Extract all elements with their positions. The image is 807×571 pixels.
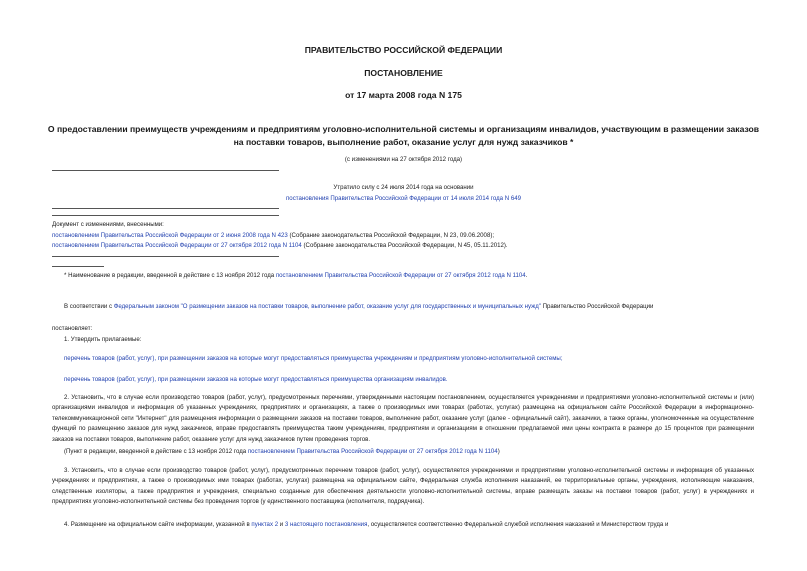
paragraph-4-link-1[interactable]: пунктах 2 <box>251 521 279 528</box>
paragraph-2-note: (Пункт в редакции, введенной в действие с 13 ноября 2012 года постановлением Правительства Российской Федерации от 27 октября 2012 года N 1104) <box>64 448 500 455</box>
footnote-divider <box>52 266 104 267</box>
changes-item-2: постановлением Правительства Российской Федерации от 27 октября 2012 года N 1104 (Собрание законодательства Российской Федерации, N 45, 05.11.2012). <box>52 242 508 249</box>
list-item-disabled-orgs[interactable]: перечень товаров (работ, услуг), при размещении заказов на которые могут предоставляться преимущества организациям инвалидов. <box>64 376 448 383</box>
footnote-link[interactable]: постановлением Правительства Российской Федерации от 27 октября 2012 года N 1104 <box>275 272 526 279</box>
org-title: ПРАВИТЕЛЬСТВО РОССИЙСКОЙ ФЕДЕРАЦИИ <box>304 45 503 55</box>
divider <box>52 170 279 171</box>
paragraph-2-note-link[interactable]: постановлением Правительства Российской Федерации от 27 октября 2012 года N 1104 <box>247 448 498 455</box>
changes-item-1: постановлением Правительства Российской Федерации от 2 июня 2008 года N 423 (Собрание законодательства Российской Федерации, N 23, 09.06.2008); <box>52 232 495 239</box>
divider <box>52 208 279 209</box>
federal-law-link[interactable]: Федеральным законом "О размещении заказов на поставки товаров, выполнение работ, оказание услуг для государственных и муниципальных нужд" <box>113 303 541 310</box>
list-item-penal-system[interactable]: перечень товаров (работ, услуг), при размещении заказов на которые могут предоставляться преимущества учреждениям и предприятиям уголовно-исполнительной системы; <box>64 355 563 362</box>
intro-paragraph: В соответствии с Федеральным законом "О размещении заказов на поставки товаров, выполнение работ, оказание услуг для государственных и муниципальных нужд" Правительство Российской Федерации <box>64 303 654 310</box>
paragraph-4-link-2[interactable]: 3 настоящего постановления <box>284 521 368 528</box>
changes-item-2-link[interactable]: постановлением Правительства Российской Федерации от 27 октября 2012 года N 1104 <box>52 242 302 249</box>
divider <box>52 256 279 257</box>
divider <box>52 215 279 216</box>
changes-item-1-link[interactable]: постановлением Правительства Российской Федерации от 2 июня 2008 года N 423 <box>52 232 288 239</box>
doc-date-number: от 17 марта 2008 года N 175 <box>345 90 462 100</box>
paragraph-3: 3. Установить, что в случае если производство товаров (работ, услуг), предусмотренных перечнем товаров (работ, услуг), осуществляется учреждениями и предприятиями уголовно-исполнительной системы и информация об указанных учреждениях и предприятиях, а также о производимых ими товарах (работах, услугах) размещена на официальном сайте, Федеральная служба исполнения наказаний, ее территориальные органы, учреждения, исполняющие наказания, следственные изоляторы, а также предприятия и учреждения, специально созданные для обеспечения деятельности уголовно-исполнительной системы, вправе размещать заказы на поставки товаров (работ, услуг) в учреждениях и предприятиях уголовно-исполнительной системы без проведения торгов (у единственного поставщика (исполнителя, подрядчика). <box>52 467 754 506</box>
decides-text: постановляет: <box>52 325 93 332</box>
doc-title-line-1: О предоставлении преимуществ учреждениям и предприятиям уголовно-исполнительной системы и организациям инвалидов, участвующим в размещении заказов <box>47 124 760 134</box>
doc-type: ПОСТАНОВЛЕНИЕ <box>364 68 443 78</box>
paragraph-4: 4. Размещение на официальном сайте информации, указанной в пунктах 2 и 3 настоящего постановления, осуществляется соответственно Федеральной службой исполнения наказаний и Министерством труда и <box>64 521 669 528</box>
amended-note: (с изменениями на 27 октября 2012 года) <box>344 156 463 163</box>
footnote: * Наименование в редакции, введенной в действие с 13 ноября 2012 года постановлением Правительства Российской Федерации от 27 октября 2012 года N 1104. <box>64 272 528 279</box>
doc-title-line-2: на поставки товаров, выполнение работ, оказание услуг для нужд заказчиков * <box>233 137 574 147</box>
paragraph-2: 2. Установить, что в случае если производство товаров (работ, услуг), предусмотренных перечнями, утвержденными настоящим постановлением, осуществляется учреждениями и предприятиями уголовно-исполнительной системы и (или) организациями инвалидов и информация об указанных учреждениях, предприятиях и организациях, а также о производимых ими товарах (работах, услугах) размещена на официальном сайте Российской Федерации в информационно-телекоммуникационной сети "Интернет" для размещения информации о размещении заказов на поставки товаров, выполнение работ, оказание услуг (далее - официальный сайт), заказчики, а также органы, уполномоченные на осуществление функций по размещению заказов для нужд заказчиков, вправе предоставлять преимущества таким учреждениям, предприятиям и организациям в отношении предлагаемой ими цены контракта в размере до 15 процентов при размещении заказов на поставки товаров, выполнение работ, оказание услуг для нужд заказчиков путем проведения торгов. <box>52 394 754 443</box>
changes-intro: Документ с изменениями, внесенными: <box>52 221 164 228</box>
paragraph-1: 1. Утвердить прилагаемые: <box>64 336 142 343</box>
repeal-link[interactable]: постановления Правительства Российской Федерации от 14 июля 2014 года N 649 <box>286 195 521 202</box>
repeal-text: Утратило силу с 24 июля 2014 года на основании <box>333 184 474 191</box>
